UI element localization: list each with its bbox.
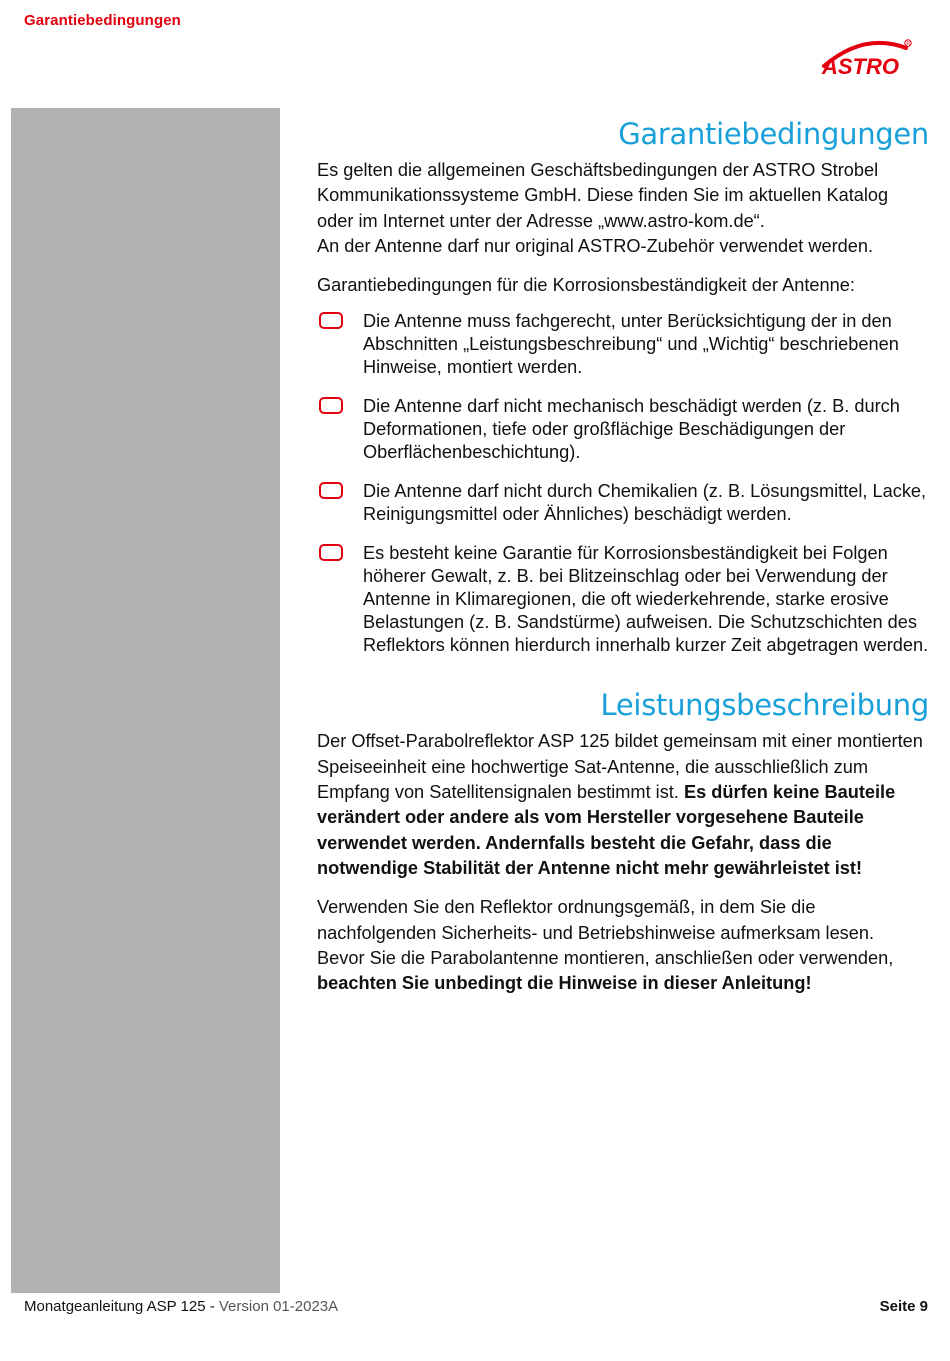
sidebar-panel (11, 108, 280, 1293)
page-number: Seite 9 (879, 1298, 928, 1315)
footer-doc-title: Monatgeanleitung ASP 125 - (24, 1298, 215, 1315)
paragraph-hinweise: Bevor Sie die Parabolantenne montieren, anschließen oder verwenden, beachten Sie unbedingt die Hinweise in dieser Anleitung! (317, 947, 894, 994)
checkbox-bullet-icon (319, 312, 343, 329)
main-content (317, 110, 929, 996)
logo-text: ASTRO (822, 54, 899, 79)
hinweise-bold-text: beachten Sie unbedingt die Hinweise in dieser Anleitung! (317, 973, 812, 994)
paragraph-agb: Es gelten die allgemeinen Geschäftsbedingungen der ASTRO Strobel Kommunikationssysteme GmbH. Diese finden Sie im aktuellen Katalog oder im Internet unter der Adresse „www.astro-kom.de“. (317, 160, 889, 231)
footer-document-info (24, 1298, 338, 1315)
list-item: Die Antenne muss fachgerecht, unter Berücksichtigung der in den Abschnitten „Leistungsbeschreibung“ und „Wichtig“ beschriebenen Hinweise, montiert werden. (317, 310, 929, 379)
list-item: Die Antenne darf nicht mechanisch beschädigt werden (z. B. durch Deformationen, tiefe oder großflächige Beschädigungen der Oberflächenbeschichtung). (317, 395, 929, 464)
footer-version: Version 01-2023A (218, 1298, 339, 1315)
checkbox-bullet-icon (319, 544, 343, 561)
list-item: Die Antenne darf nicht durch Chemikalien (z. B. Lösungsmittel, Lacke, Reinigungsmittel oder Ähnliches) beschädigt werden. (317, 480, 929, 526)
paragraph-beschreibung: Der Offset-Parabolreflektor ASP 125 bildet gemeinsam mit einer montierten Speiseeinheit eine hochwertige Sat-Antenne, die ausschließlich zum Empfang von Satellitensignalen bestimmt ist. Es dürfen keine Bauteile verändert oder andere als vom Hersteller vorgesehene Bauteile verwendet werden. Andernfalls besteht die Gefahr, dass die notwendige Stabilität der Antenne nicht mehr gewährleistet ist! (317, 731, 923, 878)
astro-logo (818, 36, 914, 80)
warning-bold-text: Es dürfen keine Bauteile verändert oder andere als vom Hersteller vorgesehene Bauteile verwendet werden. Andernfalls besteht die Gefahr, dass die notwendige Stabilität der Antenne nicht mehr gewährleistet ist! (317, 782, 896, 878)
checkbox-bullet-icon (319, 482, 343, 499)
running-header: Garantiebedingungen (24, 12, 181, 29)
list-item: Es besteht keine Garantie für Korrosionsbeständigkeit bei Folgen höherer Gewalt, z. B. bei Blitzeinschlag oder bei Verwendung der Antenne in Klimaregionen, die oft wiederkehrende, starke erosive Belastungen (z. B. Sandstürme) aufweisen. Die Schutzschichten des Reflektors können hierdurch innerhalb kurzer Zeit abgetragen werden. (317, 542, 929, 657)
heading-leistungsbeschreibung: Leistungsbeschreibung (600, 688, 929, 723)
paragraph-korrosion-intro: Garantiebedingungen für die Korrosionsbeständigkeit der Antenne: (317, 275, 855, 296)
paragraph-zubehoer: An der Antenne darf nur original ASTRO-Zubehör verwendet werden. (317, 235, 874, 256)
svg-text:R: R (906, 41, 911, 48)
heading-garantiebedingungen: Garantiebedingungen (618, 117, 929, 151)
paragraph-verwendung: Verwenden Sie den Reflektor ordnungsgemäß, in dem Sie die nachfolgenden Sicherheits- und Betriebshinweise aufmerksam lesen. (317, 897, 875, 943)
bullet-list (317, 310, 929, 657)
checkbox-bullet-icon (319, 397, 343, 414)
